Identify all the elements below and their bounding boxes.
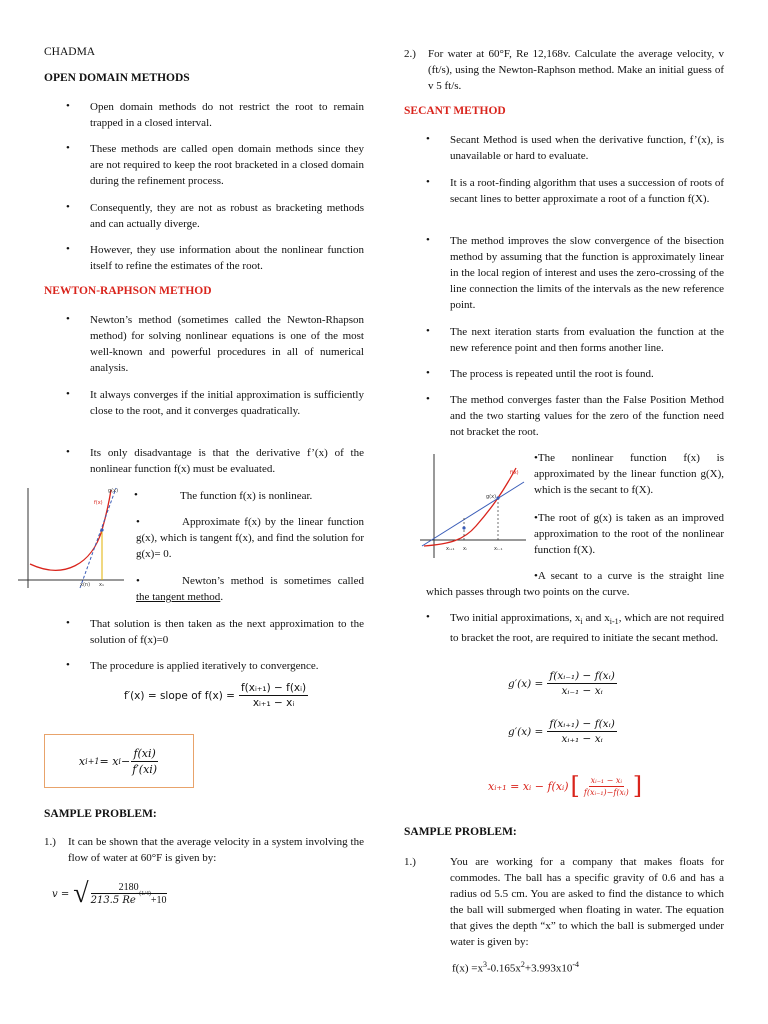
bullet-icon: •: [66, 388, 70, 400]
secant-figure: [420, 452, 528, 560]
list-item: Consequently, they are not as robust as bracketing methods and can actually diverge.: [90, 202, 364, 230]
bullet-icon: •: [534, 570, 538, 582]
bullet-icon: •: [136, 575, 140, 587]
newton-raphson-heading: NEWTON-RAPHSON METHOD: [44, 285, 212, 297]
bullet-icon: •: [426, 325, 430, 337]
fx-label: f(x): [94, 500, 103, 506]
gx-label: g(x): [108, 488, 119, 494]
tangent-point: [100, 528, 103, 531]
problem-number: 1.): [44, 836, 56, 848]
bullet-icon: •: [426, 393, 430, 405]
secant-slope-formula-1: g′(x) = $\frac{\text{f(xᵢ₋₁) − f(xᵢ)}}{\text{xᵢ₋₁ − xᵢ}}$: [508, 670, 615, 697]
bullet-icon: •: [426, 611, 430, 623]
sample-problem-heading: SAMPLE PROBLEM:: [44, 808, 157, 820]
xi-label: xᵢ: [463, 546, 467, 552]
secant-slope-formula-2: g′(x) = $\frac{\text{f(xᵢ₊₁) − f(xᵢ)}}{\text{xᵢ₊₁ − xᵢ}}$: [508, 718, 615, 745]
bullet-icon: •: [426, 176, 430, 188]
gx-label: g(x): [486, 494, 497, 500]
secant-line: [422, 482, 524, 546]
bullet-icon: •: [66, 142, 70, 154]
bullet-icon: •: [134, 489, 138, 501]
list-item: The next iteration starts from evaluation the function at the new reference point and then forms another line.: [450, 326, 724, 354]
list-item: Secant Method is used when the derivative function, f’(x), is unavailable or hard to evaluate.: [450, 134, 724, 162]
list-item: Two initial approximations, $x_i$ and $x_{i-1}$, which are not required to bracket the root, are required to initiate the secant method.: [450, 612, 724, 645]
newton-tangent-figure: [14, 484, 126, 596]
bullet-icon: •: [136, 516, 140, 528]
secant-method-heading: SECANT METHOD: [404, 105, 506, 117]
figure-bullet: • Approximate f(x) by the linear function g(x), which is tangent f(x), and find the solution for g(x)= 0.: [136, 516, 364, 560]
bullet-icon: •: [534, 512, 538, 524]
list-item: The procedure is applied iteratively to convergence.: [90, 660, 319, 672]
bullet-icon: •: [66, 659, 70, 671]
secant-update-formula: xᵢ₊₁ = xᵢ − f(xᵢ) [ $\frac{\text{xᵢ₋₁ − xᵢ}}{\text{f(xᵢ₋₁)−f(xᵢ)}}$ ]: [488, 772, 643, 800]
figure-bullet: •A secant to a curve is the straight line which passes through two points on the curve.: [426, 570, 724, 598]
list-item: Open domain methods do not restrict the root to remain trapped in a closed interval.: [90, 101, 364, 129]
problem-text: For water at 60°F, Re 12,168v. Calculate the average velocity, v (ft/s), using the Newton-Raphson method. Make an initial guess of v 5 ft/s.: [428, 48, 724, 92]
slope-formula: f′(x) = slope of f(x) = $\frac{\text{f(xᵢ₊₁) − f(xᵢ)}}{\text{xᵢ₊₁ − xᵢ}}$: [124, 682, 307, 709]
bullet-icon: •: [66, 313, 70, 325]
problem-text: It can be shown that the average velocity in a system involving the flow of water at 60°F is given by:: [68, 836, 364, 864]
tangent-method-term: the tangent method: [136, 591, 221, 603]
bullet-icon: •: [66, 617, 70, 629]
bullet-icon: •: [426, 234, 430, 246]
bullet-icon: •: [66, 446, 70, 458]
fx-label: f(x): [510, 470, 519, 476]
list-item: The method improves the slow convergence of the bisection method by assuming that the function is approximately linear in the local region of interest and uses the zero-crossing of the line connection the limits of the intervals as the new reference point.: [450, 235, 724, 311]
list-item: The method converges faster than the False Position Method and the two starting values for the zero of the function need not bracket the root.: [450, 394, 724, 438]
list-item: Its only disadvantage is that the derivative f’(x) of the nonlinear function f(x) must be evaluated.: [90, 447, 364, 475]
bullet-icon: •: [426, 133, 430, 145]
velocity-formula: v = √ 2180 213.5 Re −(1/4) +10: [52, 878, 167, 909]
list-item: The process is repeated until the root is found.: [450, 368, 654, 380]
figure-bullet: •The root of g(x) is taken as an improved approximation to the root of the nonlinear function f(X).: [534, 512, 724, 556]
secant-point: [496, 496, 499, 499]
right-bracket-icon: ]: [632, 772, 643, 800]
problem-number: 1.): [404, 856, 416, 868]
left-bracket-icon: [: [570, 772, 580, 800]
open-domain-heading: OPEN DOMAIN METHODS: [44, 72, 190, 84]
xim1-label: xᵢ₋₁: [494, 546, 503, 552]
xn1-label: x₁: [99, 582, 104, 588]
list-item: It is a root-finding algorithm that uses a succession of roots of secant lines to better approximate a root of a function f(X).: [450, 177, 724, 205]
list-item: However, they use information about the nonlinear function itself to refine the estimates of the root.: [90, 244, 364, 272]
figure-bullet: The function f(x) is nonlinear.: [180, 490, 313, 502]
secant-point: [462, 526, 465, 529]
list-item: That solution is then taken as the next approximation to the solution of f(x)=0: [90, 618, 364, 646]
list-item: Newton’s method (sometimes called the Newton-Rhapson method) for solving nonlinear equations is one of the most well-known and powerful procedures in all of numerical analysis.: [90, 314, 364, 374]
figure-bullet: •The nonlinear function f(x) is approximated by the linear function g(X), which is the secant to f(X).: [534, 452, 724, 496]
problem-number: 2.): [404, 48, 416, 60]
bullet-icon: •: [66, 201, 70, 213]
xi1-label: xᵢ₊₁: [446, 546, 455, 552]
problem-equation: $f(x) =x^3-0.165x^2+3.993x10^{-4}$: [452, 960, 580, 975]
sqrt-icon: √: [73, 878, 89, 909]
xn-label: x(n): [80, 582, 91, 588]
header-label: CHADMA: [44, 46, 96, 58]
function-curve: [424, 468, 516, 546]
bullet-icon: •: [426, 367, 430, 379]
list-item: These methods are called open domain methods since they are not required to keep the root bracketed in a closed domain during the refinement process.: [90, 143, 364, 187]
figure-bullet: • Newton’s method is sometimes called the tangent method.: [136, 575, 364, 603]
sample-problem-heading: SAMPLE PROBLEM:: [404, 826, 517, 838]
newton-update-formula-box: x i+1 = x i − $\frac{f(xi)}{f'(xi)}$: [44, 734, 194, 788]
list-item: It always converges if the initial approximation is sufficiently close to the root, and it converges quadratically.: [90, 389, 364, 417]
bullet-icon: •: [66, 100, 70, 112]
bullet-icon: •: [534, 452, 538, 464]
problem-text: You are working for a company that makes floats for commodes. The ball has a specific gravity of 0.6 and has a radius od 5.5 cm. You are asked to find the distance to which the ball will submerged when floating in water. The equation that gives the depth “x” to which the ball is submerged under water is given by:: [450, 856, 724, 948]
bullet-icon: •: [66, 243, 70, 255]
